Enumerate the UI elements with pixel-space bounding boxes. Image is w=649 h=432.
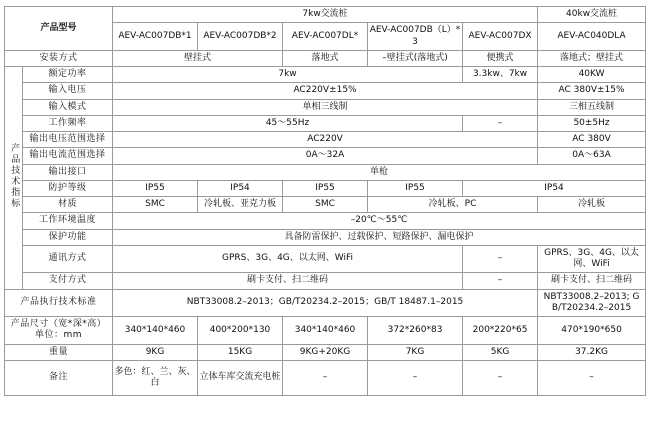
table-row-protection-functions bbox=[5, 229, 646, 245]
row-label-protection-functions: 保护功能 bbox=[23, 229, 113, 245]
table-row-protection-level bbox=[5, 180, 646, 196]
cell-install-5: 落地式；壁挂式 bbox=[538, 50, 646, 66]
cell-communication-2: – bbox=[463, 245, 538, 273]
cell-dimensions-4: 372*260*83 bbox=[368, 317, 463, 345]
cell-output-current-2: 0A～63A bbox=[538, 148, 646, 164]
row-label-weight: 重量 bbox=[5, 344, 113, 360]
row-label-rated-power: 额定功率 bbox=[23, 67, 113, 83]
cell-protection-5: IP54 bbox=[463, 180, 646, 196]
table-row-payment bbox=[5, 273, 646, 289]
cell-remarks-4: – bbox=[368, 360, 463, 395]
model-cell-3: AEV-AC007DL* bbox=[283, 23, 368, 51]
table-row-install bbox=[5, 50, 646, 66]
header-cell-group-40kw: 40kw交流桩 bbox=[538, 7, 646, 23]
model-cell-6: AEV-AC040DLA bbox=[538, 23, 646, 51]
cell-input-voltage-1: AC220V±15% bbox=[113, 83, 538, 99]
cell-remarks-1: 多色：红、兰、灰、白 bbox=[113, 360, 198, 395]
cell-weight-5: 5KG bbox=[463, 344, 538, 360]
table-row-output-current bbox=[5, 148, 646, 164]
table-row-frequency bbox=[5, 115, 646, 131]
cell-protection-2: IP54 bbox=[198, 180, 283, 196]
cell-weight-1: 9KG bbox=[113, 344, 198, 360]
model-cell-2: AEV-AC007DB*2 bbox=[198, 23, 283, 51]
cell-remarks-5: – bbox=[463, 360, 538, 395]
cell-dimensions-3: 340*140*460 bbox=[283, 317, 368, 345]
cell-input-voltage-2: AC 380V±15% bbox=[538, 83, 646, 99]
cell-weight-4: 7KG bbox=[368, 344, 463, 360]
cell-material-1: SMC bbox=[113, 197, 198, 213]
row-label-protection-level: 防护等级 bbox=[23, 180, 113, 196]
cell-install-3: –壁挂式(落地式) bbox=[368, 50, 463, 66]
model-cell-1: AEV-AC007DB*1 bbox=[113, 23, 198, 51]
header-cell-model: 产品型号 bbox=[5, 7, 113, 51]
cell-standards-1: NBT33008.2–2013；GB/T20234.2–2015；GB/T 18487.1–2015 bbox=[113, 289, 538, 317]
cell-communication-3: GPRS、3G、4G、以太网、WiFi bbox=[538, 245, 646, 273]
cell-output-voltage-2: AC 380V bbox=[538, 132, 646, 148]
row-label-input-mode: 输入模式 bbox=[23, 99, 113, 115]
cell-frequency-3: 50±5Hz bbox=[538, 115, 646, 131]
side-label-technical-specs bbox=[5, 67, 23, 290]
cell-protection-3: IP55 bbox=[283, 180, 368, 196]
row-label-frequency: 工作频率 bbox=[23, 115, 113, 131]
cell-dimensions-6: 470*190*650 bbox=[538, 317, 646, 345]
cell-payment-2: – bbox=[463, 273, 538, 289]
cell-working-temperature-1: –20℃～55℃ bbox=[113, 213, 646, 229]
row-label-output-current: 输出电流范围选择 bbox=[23, 148, 113, 164]
cell-protection-functions-1: 具备防雷保护、过载保护、短路保护、漏电保护 bbox=[113, 229, 646, 245]
table-row-input-mode bbox=[5, 99, 646, 115]
cell-frequency-1: 45～55Hz bbox=[113, 115, 463, 131]
side-label-text: 产品技术指标 bbox=[9, 142, 20, 209]
cell-dimensions-5: 200*220*65 bbox=[463, 317, 538, 345]
cell-weight-3: 9KG+20KG bbox=[283, 344, 368, 360]
row-label-dimensions bbox=[5, 317, 113, 345]
row-label-material: 材质 bbox=[23, 197, 113, 213]
row-label-dimensions-line1: 产品尺寸（宽*深*高） bbox=[10, 319, 107, 329]
cell-weight-2: 15KG bbox=[198, 344, 283, 360]
table-row-rated-power bbox=[5, 67, 646, 83]
row-label-dimensions-line2: 单位：mm bbox=[34, 330, 83, 341]
model-cell-5: AEV-AC007DX bbox=[463, 23, 538, 51]
cell-output-interface-1: 单枪 bbox=[113, 164, 646, 180]
table-row-standards bbox=[5, 289, 646, 317]
cell-install-2: 落地式 bbox=[283, 50, 368, 66]
model-cell-4: AEV-AC007DB（L）*3 bbox=[368, 23, 463, 51]
table-row-working-temperature bbox=[5, 213, 646, 229]
row-label-working-temperature: 工作环境温度 bbox=[23, 213, 113, 229]
cell-rated-power-1: 7kw bbox=[113, 67, 463, 83]
cell-output-current-1: 0A～32A bbox=[113, 148, 538, 164]
table-row-input-voltage bbox=[5, 83, 646, 99]
row-label-output-interface: 输出接口 bbox=[23, 164, 113, 180]
row-label-input-voltage: 输入电压 bbox=[23, 83, 113, 99]
cell-frequency-2: – bbox=[463, 115, 538, 131]
cell-payment-3: 刷卡支付、扫二维码 bbox=[538, 273, 646, 289]
table-row-material bbox=[5, 197, 646, 213]
cell-remarks-6: – bbox=[538, 360, 646, 395]
cell-protection-1: IP55 bbox=[113, 180, 198, 196]
cell-weight-6: 37.2KG bbox=[538, 344, 646, 360]
table-row-group-header bbox=[5, 7, 646, 23]
cell-rated-power-3: 40KW bbox=[538, 67, 646, 83]
cell-remarks-3: – bbox=[283, 360, 368, 395]
cell-input-mode-2: 三相五线制 bbox=[538, 99, 646, 115]
row-label-output-voltage: 输出电压范围选择 bbox=[23, 132, 113, 148]
cell-material-5: 冷轧板 bbox=[538, 197, 646, 213]
cell-protection-4: IP55 bbox=[368, 180, 463, 196]
table-row-weight bbox=[5, 344, 646, 360]
specification-table bbox=[4, 6, 646, 396]
row-label-standards: 产品执行技术标准 bbox=[5, 289, 113, 317]
cell-input-mode-1: 单相三线制 bbox=[113, 99, 538, 115]
cell-payment-1: 刷卡支付、扫二维码 bbox=[113, 273, 463, 289]
cell-rated-power-2: 3.3kw、7kw bbox=[463, 67, 538, 83]
header-cell-group-7kw: 7kw交流桩 bbox=[113, 7, 538, 23]
cell-install-1: 壁挂式 bbox=[113, 50, 283, 66]
cell-dimensions-1: 340*140*460 bbox=[113, 317, 198, 345]
cell-material-4: 冷轧板、PC bbox=[368, 197, 538, 213]
cell-material-2: 冷轧板、亚克力板 bbox=[198, 197, 283, 213]
row-label-communication: 通讯方式 bbox=[23, 245, 113, 273]
cell-output-voltage-1: AC220V bbox=[113, 132, 538, 148]
table-row-dimensions bbox=[5, 317, 646, 345]
cell-material-3: SMC bbox=[283, 197, 368, 213]
row-label-remarks: 备注 bbox=[5, 360, 113, 395]
table-row-output-interface bbox=[5, 164, 646, 180]
cell-install-4: 便携式 bbox=[463, 50, 538, 66]
row-label-install: 安装方式 bbox=[5, 50, 113, 66]
row-label-payment: 支付方式 bbox=[23, 273, 113, 289]
cell-remarks-2: 立体车库交流充电桩 bbox=[198, 360, 283, 395]
cell-dimensions-2: 400*200*130 bbox=[198, 317, 283, 345]
cell-communication-1: GPRS、3G、4G、以太网、WiFi bbox=[113, 245, 463, 273]
table-row-output-voltage bbox=[5, 132, 646, 148]
table-row-remarks bbox=[5, 360, 646, 395]
table-row-communication bbox=[5, 245, 646, 273]
cell-standards-2: NBT33008.2–2013; GB/T20234.2–2015 bbox=[538, 289, 646, 317]
